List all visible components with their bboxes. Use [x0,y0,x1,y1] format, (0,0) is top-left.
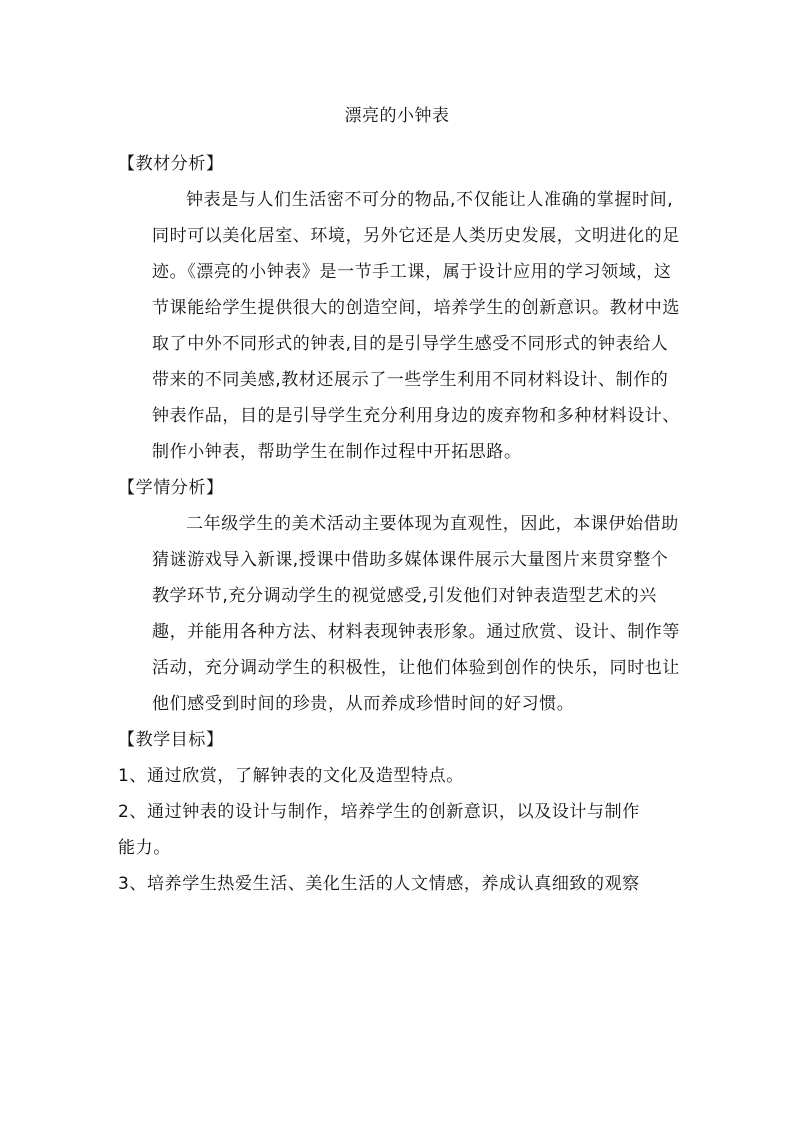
paragraph-line: 二年级学生的美术活动主要体现为直观性，因此，本课伊始借助 [186,514,679,534]
paragraph-line: 教学环节,充分调动学生的视觉感受,引发他们对钟表造型艺术的兴 [152,586,657,606]
paragraph-line: 趣，并能用各种方法、材料表现钟表形象。通过欣赏、设计、制作等 [152,622,680,642]
section-heading-students: 【学情分析】 [118,478,224,498]
paragraph-material [118,182,684,470]
paragraph-line: 他们感受到时间的珍贵，从而养成珍惜时间的好习惯。 [152,694,575,714]
paragraph-line: 同时可以美化居室、环境，另外它还是人类历史发展，文明进化的足 [152,226,680,246]
goal-item-3 [118,866,684,902]
document-body [118,146,684,902]
paragraph-line: 制作小钟表，帮助学生在制作过程中开拓思路。 [152,442,522,462]
goal-item-1 [118,758,684,794]
paragraph-line: 带来的不同美感,教材还展示了一些学生利用不同材料设计、制作的 [152,370,669,390]
paragraph-line: 钟表作品，目的是引导学生充分利用身边的废弃物和多种材料设计、 [152,406,680,426]
section-heading-material: 【教材分析】 [118,154,224,174]
paragraph-line: 取了中外不同形式的钟表,目的是引导学生感受不同形式的钟表给人 [152,334,669,354]
goal-line: 2、通过钟表的设计与制作，培养学生的创新意识，以及设计与制作 [118,802,640,822]
goal-item-2 [118,794,684,866]
paragraph-line: 猜谜游戏导入新课,授课中借助多媒体课件展示大量图片来贯穿整个 [152,550,669,570]
goal-line: 能力。 [118,838,171,858]
paragraph-students [118,506,684,722]
document-title: 漂亮的小钟表 [344,106,450,126]
paragraph-line: 活动，充分调动学生的积极性，让他们体验到创作的快乐，同时也让 [152,658,680,678]
paragraph-line: 钟表是与人们生活密不可分的物品,不仅能让人准确的掌握时间, [186,190,674,210]
goal-line: 3、培养学生热爱生活、美化生活的人文情感，养成认真细致的观察 [118,874,640,894]
goal-line: 1、通过欣赏，了解钟表的文化及造型特点。 [118,766,464,786]
section-heading-goals: 【教学目标】 [118,730,224,750]
paragraph-line: 节课能给学生提供很大的创造空间，培养学生的创新意识。教材中选 [152,298,680,318]
paragraph-line: 迹。《漂亮的小钟表》是一节手工课，属于设计应用的学习领域，这 [152,262,672,282]
